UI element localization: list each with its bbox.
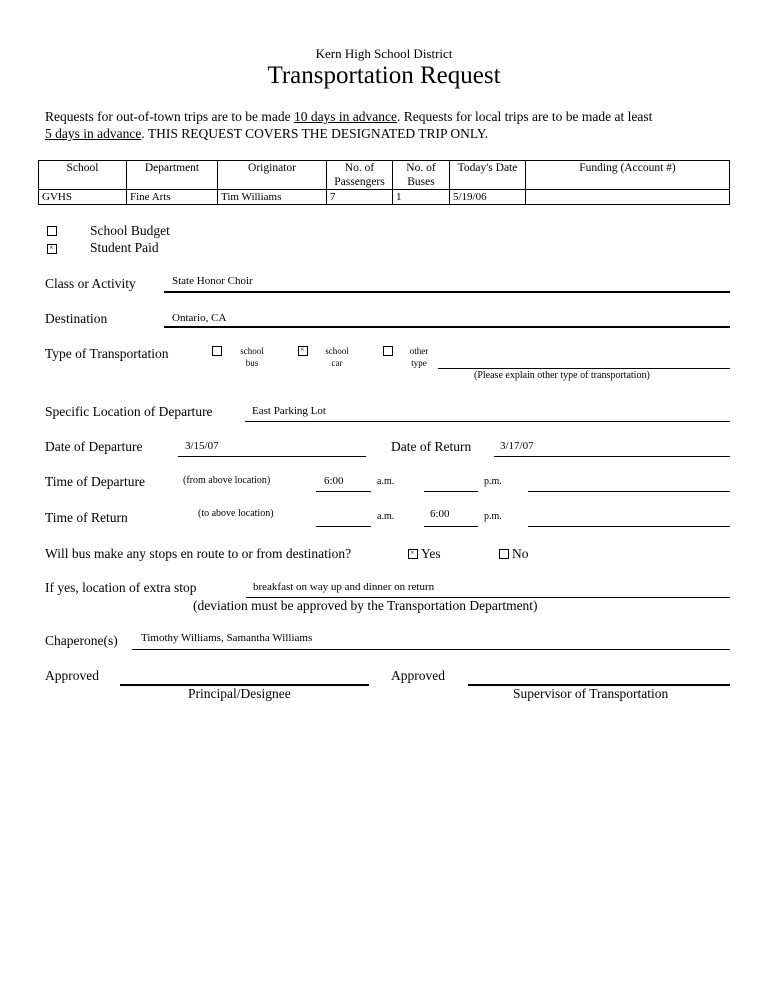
departure-location-line: [245, 421, 730, 422]
destination-value[interactable]: Ontario, CA: [172, 312, 227, 324]
header-originator: Originator: [218, 161, 327, 190]
school-budget-checkbox[interactable]: [47, 226, 57, 236]
return-am-label: a.m.: [377, 511, 395, 522]
return-date-line: [494, 456, 730, 457]
option-text: car: [331, 358, 343, 368]
table-header-row: [39, 161, 730, 190]
return-time-pm-value[interactable]: 6:00: [430, 508, 450, 520]
other-type-checkbox[interactable]: [383, 346, 393, 356]
header-department: Department: [127, 161, 218, 190]
stops-no-label: No: [512, 546, 529, 561]
destination-line: [164, 326, 730, 328]
option-text: other: [409, 346, 429, 356]
departure-pm-label: p.m.: [484, 476, 502, 487]
intro-line-2: [45, 126, 488, 142]
option-text: school: [240, 346, 264, 356]
intro-underlined: 5 days in advance: [45, 126, 142, 141]
departure-location-value[interactable]: East Parking Lot: [252, 405, 326, 417]
school-car-checkbox[interactable]: [298, 346, 308, 356]
chaperones-label: Chaperone(s): [45, 633, 118, 648]
cell-school[interactable]: GVHS: [39, 190, 127, 205]
cell-date[interactable]: 5/19/06: [450, 190, 526, 205]
intro-text: . Requests for local trips are to be made at least: [397, 109, 653, 124]
extra-stop-label: If yes, location of extra stop: [45, 580, 197, 595]
cell-department[interactable]: Fine Arts: [127, 190, 218, 205]
request-table: [38, 160, 730, 205]
departure-date-label: Date of Departure: [45, 439, 143, 454]
student-paid-checkbox[interactable]: [47, 244, 57, 254]
class-activity-label: Class or Activity: [45, 276, 136, 291]
departure-date-value[interactable]: 3/15/07: [185, 440, 219, 452]
cell-buses[interactable]: 1: [393, 190, 450, 205]
return-date-label: Date of Return: [391, 439, 472, 454]
return-time-extra-line[interactable]: [528, 526, 730, 527]
page-title: Transportation Request: [267, 62, 501, 89]
departure-time-note: (from above location): [183, 475, 271, 486]
class-activity-line: [164, 291, 730, 293]
return-time-label: Time of Return: [45, 510, 128, 525]
departure-am-line: [316, 491, 371, 492]
other-type-explain: (Please explain other type of transportation): [474, 370, 650, 381]
supervisor-caption: Supervisor of Transportation: [513, 686, 669, 701]
header-date: Today's Date: [450, 161, 526, 190]
transport-type-label: Type of Transportation: [45, 346, 169, 361]
stops-question: Will bus make any stops en route to or from destination?: [45, 546, 352, 561]
extra-stop-note: (deviation must be approved by the Transportation Department): [193, 598, 538, 613]
class-activity-value[interactable]: State Honor Choir: [172, 275, 253, 287]
stops-yes-label: Yes: [421, 546, 441, 561]
return-pm-label: p.m.: [484, 511, 502, 522]
chaperones-value[interactable]: Timothy Williams, Samantha Williams: [141, 632, 313, 644]
table-row: [39, 190, 730, 205]
other-type-line[interactable]: [438, 368, 730, 369]
school-car-label: [318, 345, 356, 369]
header-school: School: [39, 161, 127, 190]
departure-am-label: a.m.: [377, 476, 395, 487]
approved-label-supervisor: Approved: [391, 668, 445, 683]
intro-text: Requests for out-of-town trips are to be made: [45, 109, 294, 124]
intro-line-1: [45, 109, 652, 125]
option-text: type: [411, 358, 427, 368]
stops-no-checkbox[interactable]: [499, 549, 509, 559]
departure-time-am-value[interactable]: 6:00: [324, 475, 344, 487]
school-bus-checkbox[interactable]: [212, 346, 222, 356]
return-am-line[interactable]: [316, 526, 371, 527]
return-pm-line: [424, 526, 478, 527]
approved-label-principal: Approved: [45, 668, 99, 683]
intro-text: . THIS REQUEST COVERS THE DESIGNATED TRIP ONLY.: [141, 126, 489, 141]
cell-funding[interactable]: [526, 190, 730, 205]
departure-time-label: Time of Departure: [45, 474, 145, 489]
departure-location-label: Specific Location of Departure: [45, 404, 213, 419]
option-text: school: [325, 346, 349, 356]
return-date-value[interactable]: 3/17/07: [500, 440, 534, 452]
departure-date-line: [178, 456, 366, 457]
cell-passengers[interactable]: 7: [327, 190, 393, 205]
extra-stop-value[interactable]: breakfast on way up and dinner on return: [253, 581, 435, 593]
principal-caption: Principal/Designee: [188, 686, 291, 701]
intro-underlined: 10 days in advance: [293, 109, 398, 124]
header-buses: No. of Buses: [393, 161, 450, 190]
stops-yes-checkbox[interactable]: [408, 549, 418, 559]
header-passengers: No. of Passengers: [327, 161, 393, 190]
option-text: bus: [245, 358, 259, 368]
student-paid-label: Student Paid: [90, 240, 159, 255]
school-bus-label: [234, 345, 270, 369]
school-budget-label: School Budget: [90, 223, 170, 238]
departure-time-extra-line[interactable]: [528, 491, 730, 492]
return-time-note: (to above location): [198, 508, 274, 519]
cell-originator[interactable]: Tim Williams: [218, 190, 327, 205]
departure-pm-line[interactable]: [424, 491, 478, 492]
district-name: Kern High School District: [315, 46, 453, 61]
destination-label: Destination: [45, 311, 108, 326]
header-funding: Funding (Account #): [526, 161, 730, 190]
other-type-label: [402, 345, 436, 369]
chaperones-line: [132, 649, 730, 650]
